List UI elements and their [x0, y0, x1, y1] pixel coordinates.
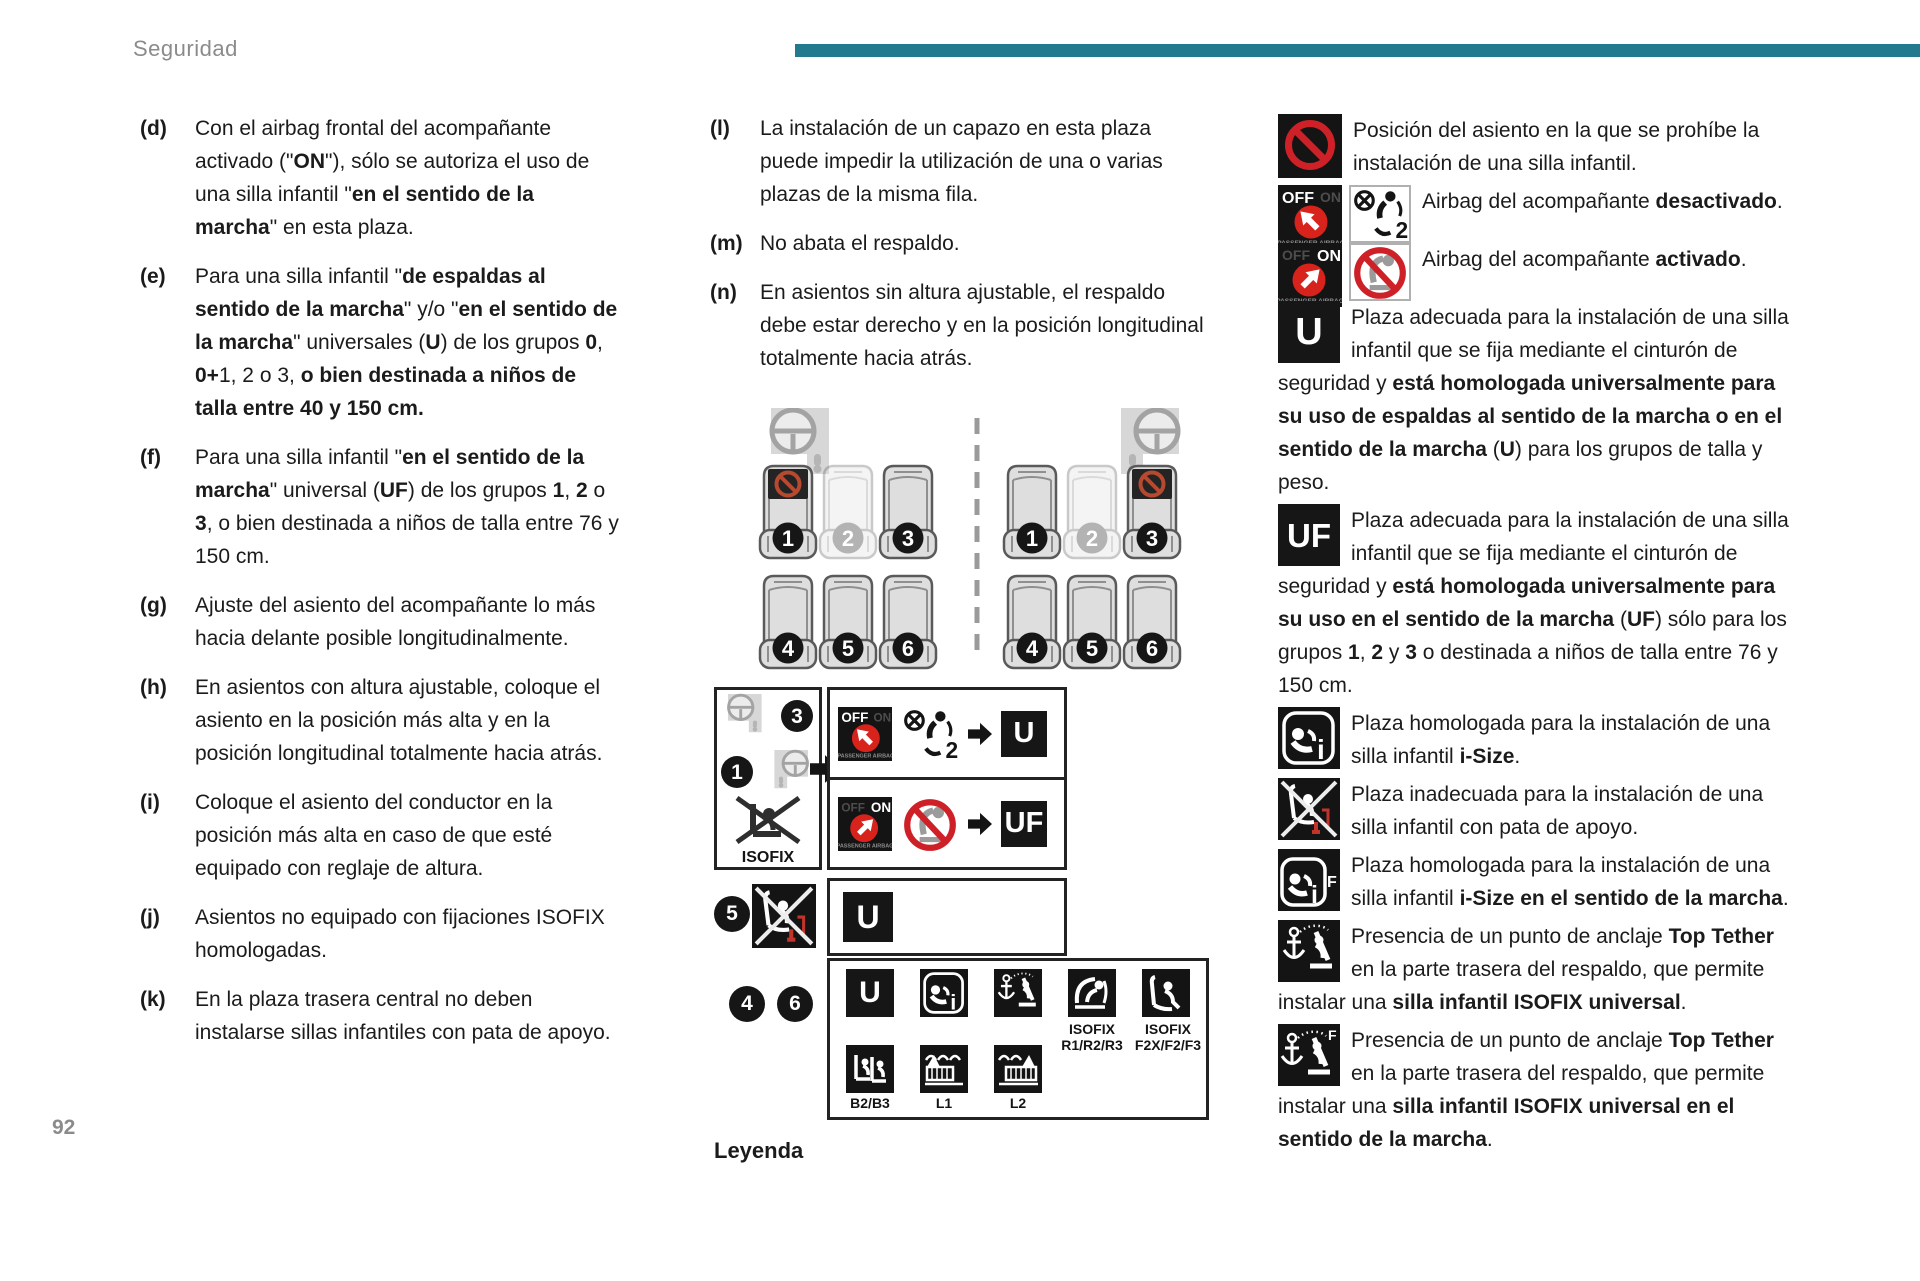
steering-wheel-right-icon — [1121, 408, 1179, 474]
note-label: (i) — [140, 791, 160, 814]
seat-diagram — [745, 408, 1205, 670]
isofix-f-label: ISOFIX F2X/F2/F3 — [1134, 1021, 1202, 1053]
note-text: Para una silla infantil "de espaldas al sentido de la marcha" y/o "en el sentido de la marcha" universales (U) de los grupos 0, 0+1, 2 o 3, o bien destinada a niños de talla entre 40 y 150 cm. — [195, 265, 618, 420]
note-item-l — [710, 112, 1215, 211]
isize-icon — [1278, 707, 1340, 769]
carrycot-l2-icon — [994, 1045, 1042, 1093]
legend-text: Plaza adecuada para la instalación de una silla infantil que se fija mediante el cinturón de seguridad y está homologada universalmente para su uso en el sentido de la marcha (UF) sólo para los grupos 1, 2 y 3 o destinada a niños de talla entre 76 y 150 cm. — [1278, 509, 1789, 697]
note-item-f — [140, 441, 620, 573]
note-item-g — [140, 589, 620, 655]
seat-number: 4 — [781, 636, 795, 661]
no-support-leg-icon — [1278, 778, 1340, 840]
arrow-right-icon — [968, 722, 992, 746]
airbag-off-rule — [830, 690, 1064, 780]
badge-4: 4 — [729, 986, 765, 1022]
legend-item-airbag-on — [1278, 243, 1790, 276]
badge-5: 5 — [714, 896, 750, 932]
no-rearward-seat-icon — [1349, 243, 1411, 301]
note-label: (m) — [710, 232, 743, 255]
legend-item-top-tether — [1278, 920, 1790, 1019]
seat-2-faded-icon — [820, 466, 876, 558]
legend-text: Airbag del acompañante desactivado. — [1422, 190, 1783, 213]
legend-item-airbag-off — [1278, 185, 1790, 218]
badge-6: 6 — [777, 986, 813, 1022]
note-text: Ajuste del asiento del acompañante lo más hacia delante posible longitudinalmente. — [195, 594, 596, 650]
legend-title: Leyenda — [714, 1138, 804, 1163]
seat-number: 5 — [1085, 636, 1099, 661]
note-label: (d) — [140, 117, 167, 140]
legend-item-prohibited — [1278, 114, 1790, 180]
note-item-e — [140, 260, 620, 425]
note-label: (f) — [140, 446, 161, 469]
note-text: En asientos con altura ajustable, coloque el asiento en la posición más alta y en la posición longitudinal totalmente hacia atrás. — [195, 676, 603, 765]
legend-text: Plaza adecuada para la instalación de una silla infantil que se fija mediante el cinturón de seguridad y está homologada universalmente para su uso de espaldas al sentido de la marcha o en el sentido de la marcha (U) para los grupos de talla y peso. — [1278, 306, 1789, 494]
airbag-on-rule — [830, 780, 1064, 867]
accent-bar — [795, 44, 1920, 57]
legend-box-seats46 — [827, 958, 1209, 1120]
note-item-h — [140, 671, 620, 770]
note-text: Asientos no equipado con fijaciones ISOFIX homologadas. — [195, 906, 605, 962]
legend-box-airbag — [827, 687, 1067, 870]
top-tether-icon — [994, 969, 1042, 1017]
seat-prohibition-icon — [768, 469, 808, 499]
uf-keybox: UF — [1278, 504, 1340, 566]
legend-item-isize-forward — [1278, 849, 1790, 915]
airbag-deactivated-icon — [1349, 185, 1411, 243]
notes-column-left — [140, 112, 620, 1065]
note-text: La instalación de un capazo en esta plaza puede impedir la utilización de una o varias plazas de la misma fila. — [760, 117, 1163, 206]
seat-number: 6 — [901, 636, 915, 661]
airbag-deactivated-icon — [901, 707, 959, 761]
page-number: 92 — [52, 1116, 76, 1139]
note-label: (h) — [140, 676, 167, 699]
legend-item-uf — [1278, 504, 1790, 702]
isofix-forward-icon — [1142, 969, 1190, 1017]
note-label: (g) — [140, 594, 167, 617]
airbag-off-switch-icon — [838, 707, 892, 761]
seat-number: 3 — [901, 526, 915, 551]
top-tether-forward-icon — [1278, 1024, 1340, 1086]
note-item-i — [140, 786, 620, 885]
legend-text: Plaza homologada para la instalación de una silla infantil i-Size. — [1351, 712, 1771, 768]
no-isofix-icon — [737, 798, 799, 842]
seat-number: 3 — [1145, 526, 1159, 551]
isize-icon — [920, 969, 968, 1017]
note-text: Coloque el asiento del conductor en la posición más alta en caso de que esté equipado con reglaje de altura. — [195, 791, 553, 880]
isize-forward-icon — [1278, 849, 1340, 911]
seat-number: 2 — [1085, 526, 1099, 551]
steering-wheel-left-icon — [771, 408, 829, 474]
note-item-k — [140, 983, 620, 1049]
legend-text: Plaza inadecuada para la instalación de una silla infantil con pata de apoyo. — [1351, 783, 1764, 839]
b2b3-label: B2/B3 — [850, 1095, 890, 1111]
legend-item-isize — [1278, 707, 1790, 773]
note-item-d — [140, 112, 620, 244]
steering-wheel-left-icon — [728, 694, 762, 732]
note-label: (l) — [710, 117, 730, 140]
seat-number: 2 — [841, 526, 855, 551]
legend-column-right — [1278, 114, 1790, 1161]
note-label: (n) — [710, 281, 737, 304]
legend-text: Posición del asiento en la que se prohíbe la instalación de una silla infantil. — [1353, 119, 1760, 175]
seat-prohibition-icon — [1132, 469, 1172, 499]
note-item-m — [710, 227, 1215, 260]
note-text: No abata el respaldo. — [760, 232, 960, 255]
seat-number: 4 — [1025, 636, 1039, 661]
legend-item-no-support-leg — [1278, 778, 1790, 844]
seat-number: 1 — [1025, 526, 1039, 551]
note-text: En la plaza trasera central no deben instalarse sillas infantiles con pata de apoyo. — [195, 988, 611, 1044]
notes-column-middle — [710, 112, 1215, 391]
note-label: (j) — [140, 906, 160, 929]
airbag-off-switch-icon — [1278, 185, 1342, 249]
legend-text: Plaza homologada para la instalación de una silla infantil i-Size en el sentido de la marcha. — [1351, 854, 1789, 910]
legend-item-top-tether-forward — [1278, 1024, 1790, 1156]
u-keybox: U — [846, 969, 894, 1017]
note-label: (k) — [140, 988, 166, 1011]
l1-label: L1 — [935, 1095, 953, 1111]
u-keybox: U — [1278, 301, 1340, 363]
no-rearward-seat-icon — [901, 797, 959, 851]
legend-text: Airbag del acompañante activado. — [1422, 248, 1747, 271]
isofix-rearward-icon — [1068, 969, 1116, 1017]
isofix-r-label: ISOFIX R1/R2/R3 — [1061, 1021, 1123, 1053]
carrycot-l1-icon — [920, 1045, 968, 1093]
legend-positions-graphic — [717, 690, 819, 867]
l2-label: L2 — [1009, 1095, 1027, 1111]
note-text: Para una silla infantil "en el sentido de la marcha" universal (UF) de los grupos 1, 2 o 3, o bien destinada a niños de talla entre 76 y 150 cm. — [195, 446, 619, 568]
legend-text: Presencia de un punto de anclaje Top Tether en la parte trasera del respaldo, que permite instalar una silla infantil ISOFIX universal en el sentido de la marcha. — [1278, 1029, 1774, 1151]
seat-number: 6 — [1145, 636, 1159, 661]
arrow-right-icon — [968, 812, 992, 836]
airbag-on-switch-icon — [838, 797, 892, 851]
isofix-label: ISOFIX — [741, 849, 795, 866]
u-keybox: U — [843, 892, 893, 942]
legend-box-seat5 — [827, 878, 1067, 956]
top-tether-icon — [1278, 920, 1340, 982]
note-item-j — [140, 901, 620, 967]
no-support-leg-icon — [752, 884, 816, 948]
seat-b2b3-icon — [846, 1045, 894, 1093]
legend-box-positions — [714, 687, 822, 870]
badge-3: 3 — [791, 705, 803, 728]
legend-item-u — [1278, 301, 1790, 499]
prohibition-icon — [1278, 114, 1342, 178]
seat-number: 1 — [781, 526, 795, 551]
u-keybox: U — [1001, 711, 1047, 757]
seat-number: 5 — [841, 636, 855, 661]
note-text: Con el airbag frontal del acompañante activado ("ON"), sólo se autoriza el uso de una silla infantil "en el sentido de la marcha" en esta plaza. — [195, 117, 590, 239]
note-text: En asientos sin altura ajustable, el respaldo debe estar derecho y en la posición longitudinal totalmente hacia atrás. — [760, 281, 1204, 370]
note-label: (e) — [140, 265, 166, 288]
legend-text: Presencia de un punto de anclaje Top Tether en la parte trasera del respaldo, que permite instalar una silla infantil ISOFIX universal. — [1278, 925, 1774, 1014]
seat-2-faded-icon — [1064, 466, 1120, 558]
badge-1: 1 — [731, 761, 743, 784]
note-item-n — [710, 276, 1215, 375]
uf-keybox: UF — [1001, 801, 1047, 847]
page-title: Seguridad — [133, 36, 238, 61]
steering-wheel-right-icon — [774, 750, 808, 788]
airbag-on-switch-icon — [1278, 243, 1342, 307]
